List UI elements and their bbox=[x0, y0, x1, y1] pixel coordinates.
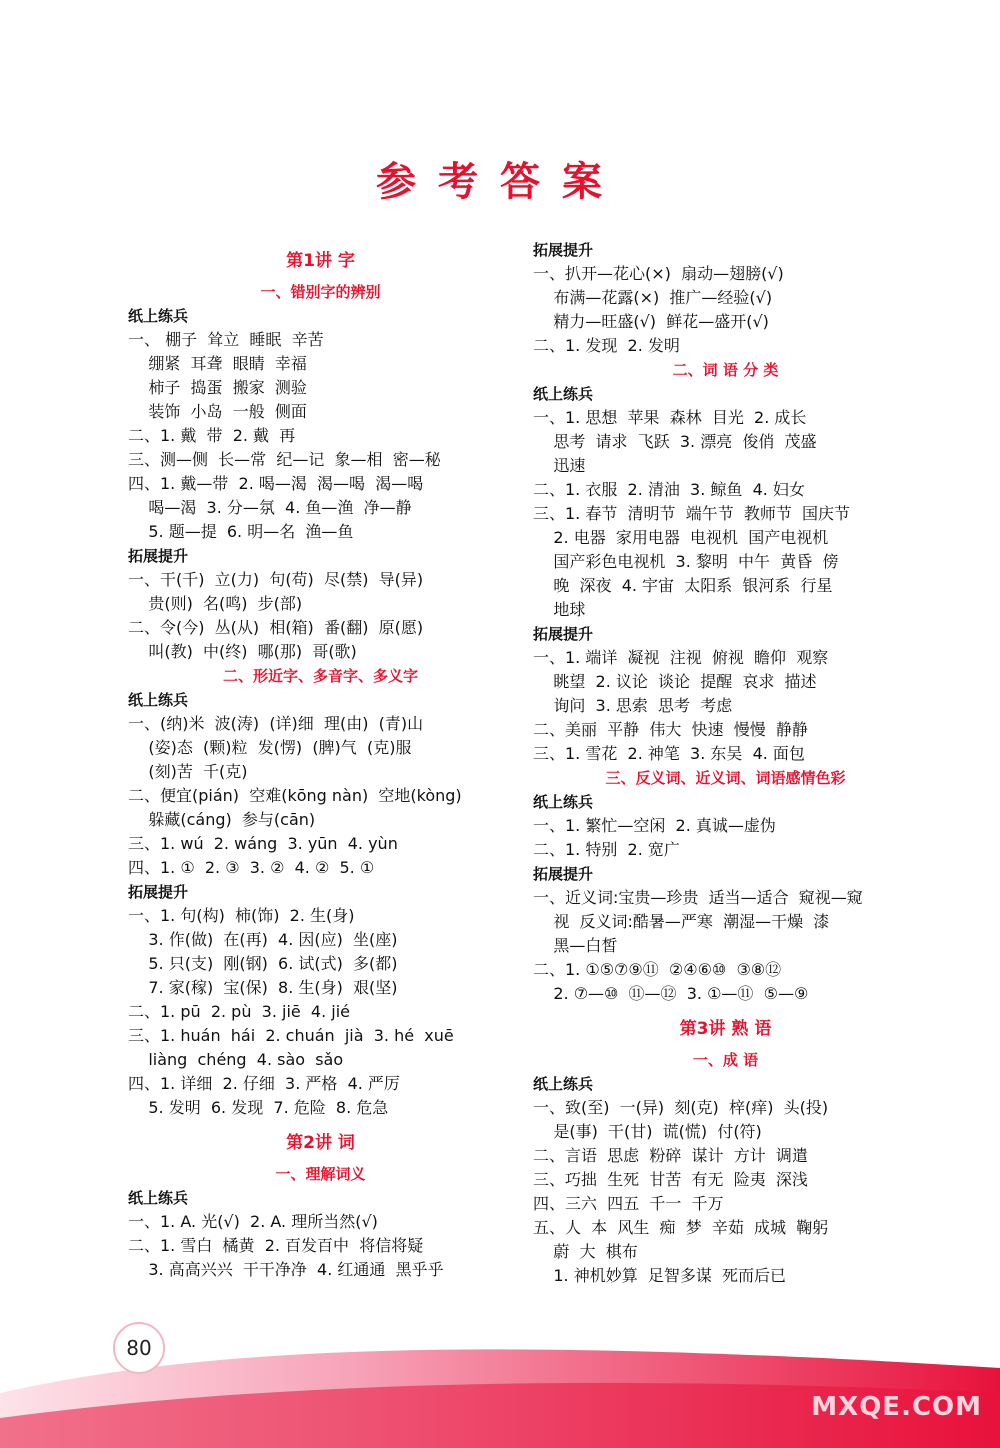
answer-line: 四、三六 四五 千一 千万 bbox=[533, 1194, 724, 1213]
chapter-heading: 第3讲 熟 语 bbox=[679, 1019, 772, 1039]
answer-line: 二、1. pū 2. pù 3. jiē 4. jié bbox=[128, 1002, 350, 1021]
answer-line: 三、1. wú 2. wáng 3. yūn 4. yùn bbox=[128, 834, 398, 853]
subsection-label: 拓展提升 bbox=[128, 883, 189, 901]
subsection-label: 拓展提升 bbox=[533, 865, 594, 883]
answer-line: 地球 bbox=[533, 600, 586, 619]
answer-line: 7. 家(稼) 宝(保) 8. 生(身) 艰(坚) bbox=[128, 978, 398, 997]
section-heading: 一、错别字的辨别 bbox=[260, 283, 381, 301]
answer-line: 思考 请求 飞跃 3. 漂亮 俊俏 茂盛 bbox=[533, 432, 817, 451]
answer-line: 二、美丽 平静 伟大 快速 慢慢 静静 bbox=[533, 720, 808, 739]
answer-line: 迅速 bbox=[533, 456, 586, 475]
answer-line: 绷紧 耳聋 眼睛 幸福 bbox=[128, 354, 307, 373]
answer-line: 一、近义词:宝贵—珍贵 适当—适合 窥视—窥 bbox=[533, 888, 863, 907]
answer-line: liàng chéng 4. sào sǎo bbox=[128, 1050, 344, 1069]
section-heading: 二、形近字、多音字、多义字 bbox=[222, 667, 418, 685]
answer-line: 装饰 小岛 一般 侧面 bbox=[128, 402, 307, 421]
answer-line: 四、1. 戴—带 2. 喝—渴 渴—喝 渴—喝 bbox=[128, 474, 424, 493]
subsection-label: 纸上练兵 bbox=[533, 1075, 594, 1093]
subsection-label: 纸上练兵 bbox=[128, 307, 189, 325]
answer-line: 晚 深夜 4. 宇宙 太阳系 银河系 行星 bbox=[533, 576, 833, 595]
answer-line: 精力—旺盛(√) 鲜花—盛开(√) bbox=[533, 312, 769, 331]
answer-line: 柿子 捣蛋 搬家 测验 bbox=[128, 378, 307, 397]
answer-line: 一、 棚子 耸立 睡眠 辛苦 bbox=[128, 330, 324, 349]
bottom-decoration bbox=[0, 1298, 1000, 1448]
subsection-label: 纸上练兵 bbox=[128, 691, 189, 709]
answer-line: 国产彩色电视机 3. 黎明 中午 黄昏 傍 bbox=[533, 552, 839, 571]
answer-line: 询问 3. 思索 思考 考虑 bbox=[533, 696, 733, 715]
section-heading: 一、成 语 bbox=[692, 1051, 759, 1069]
answer-line: 3. 高高兴兴 干干净净 4. 红通通 黑乎乎 bbox=[128, 1260, 444, 1279]
answer-line: 一、1. 端详 凝视 注视 俯视 瞻仰 观察 bbox=[533, 648, 829, 667]
answer-line: 一、1. A. 光(√) 2. A. 理所当然(√) bbox=[128, 1212, 378, 1231]
answer-line: 一、干(千) 立(力) 句(苟) 尽(禁) 导(异) bbox=[128, 570, 424, 589]
page-number: 80 bbox=[113, 1322, 165, 1374]
chapter-heading: 第2讲 词 bbox=[286, 1133, 355, 1153]
watermark: MXQE.COM bbox=[811, 1392, 982, 1422]
answer-line: 二、言语 思虑 粉碎 谋计 方计 调遣 bbox=[533, 1146, 808, 1165]
subsection-label: 纸上练兵 bbox=[533, 793, 594, 811]
subsection-label: 纸上练兵 bbox=[533, 385, 594, 403]
answer-line: (刻)苦 千(克) bbox=[128, 762, 248, 781]
answer-line: 一、1. 思想 苹果 森林 目光 2. 成长 bbox=[533, 408, 807, 427]
chapter-heading: 第1讲 字 bbox=[286, 251, 355, 271]
answer-line: 三、测—侧 长—常 纪—记 象—相 密—秘 bbox=[128, 450, 441, 469]
answer-line: (姿)态 (颗)粒 发(愣) (脾)气 (克)服 bbox=[128, 738, 412, 757]
answer-line: 二、1. 特别 2. 宽广 bbox=[533, 840, 680, 859]
answer-line: 三、1. huán hái 2. chuán jià 3. hé xuē bbox=[128, 1026, 454, 1045]
answer-line: 布满—花露(×) 推广—经验(√) bbox=[533, 288, 773, 307]
answer-line: 视 反义词:酷暑—严寒 潮湿—干燥 漆 bbox=[533, 912, 830, 931]
answers-left-column bbox=[128, 238, 513, 1282]
answer-line: 二、1. 衣服 2. 清油 3. 鲸鱼 4. 妇女 bbox=[533, 480, 805, 499]
subsection-label: 拓展提升 bbox=[533, 625, 594, 643]
answer-line: 五、人 本 风生 痴 梦 辛茹 成城 鞠躬 bbox=[533, 1218, 829, 1237]
answer-line: 一、扒开—花心(×) 扇动—翅膀(√) bbox=[533, 264, 784, 283]
answer-line: 5. 发明 6. 发现 7. 危险 8. 危急 bbox=[128, 1098, 389, 1117]
subsection-label: 拓展提升 bbox=[128, 547, 189, 565]
answer-line: 躲藏(cáng) 参与(cān) bbox=[128, 810, 316, 829]
answer-line: 二、1. ①⑤⑦⑨⑪ ②④⑥⑩ ③⑧⑫ bbox=[533, 960, 782, 979]
answer-line: 2. ⑦—⑩ ⑪—⑫ 3. ①—⑪ ⑤—⑨ bbox=[533, 984, 809, 1003]
answer-line: 四、1. ① 2. ③ 3. ② 4. ② 5. ① bbox=[128, 858, 375, 877]
answers-right-column bbox=[533, 238, 918, 1288]
answer-line: 5. 题—提 6. 明—名 渔—鱼 bbox=[128, 522, 354, 541]
answer-line: 一、致(至) 一(异) 刻(克) 梓(痒) 头(投) bbox=[533, 1098, 829, 1117]
answer-line: 三、1. 雪花 2. 神笔 3. 东吴 4. 面包 bbox=[533, 744, 805, 763]
answer-line: 黑—白皙 bbox=[533, 936, 618, 955]
answer-line: 二、1. 发现 2. 发明 bbox=[533, 336, 680, 355]
answer-line: 5. 只(支) 刚(钢) 6. 试(式) 多(都) bbox=[128, 954, 398, 973]
answer-line: 四、1. 详细 2. 仔细 3. 严格 4. 严厉 bbox=[128, 1074, 400, 1093]
subsection-label: 纸上练兵 bbox=[128, 1189, 189, 1207]
page-title: 参考答案 bbox=[376, 159, 624, 205]
answer-line: 蔚 大 棋布 bbox=[533, 1242, 638, 1261]
answer-line: 三、1. 春节 清明节 端午节 教师节 国庆节 bbox=[533, 504, 851, 523]
answer-line: 3. 作(做) 在(再) 4. 因(应) 坐(座) bbox=[128, 930, 398, 949]
answer-line: 一、1. 句(构) 柿(饰) 2. 生(身) bbox=[128, 906, 355, 925]
answer-line: 三、巧拙 生死 甘苦 有无 险夷 深浅 bbox=[533, 1170, 808, 1189]
section-heading: 一、理解词义 bbox=[275, 1165, 366, 1183]
subsection-label: 拓展提升 bbox=[533, 241, 594, 259]
answer-line: 二、令(今) 丛(从) 相(箱) 番(翻) 原(愿) bbox=[128, 618, 424, 637]
answer-line: 1. 神机妙算 足智多谋 死而后已 bbox=[533, 1266, 787, 1285]
answer-line: 2. 电器 家用电器 电视机 国产电视机 bbox=[533, 528, 829, 547]
answer-line: 一、1. 繁忙—空闲 2. 真诚—虚伪 bbox=[533, 816, 776, 835]
answer-line: 二、1. 雪白 橘黄 2. 百发百中 将信将疑 bbox=[128, 1236, 424, 1255]
section-heading: 三、反义词、近义词、词语感情色彩 bbox=[605, 769, 846, 787]
answer-line: 眺望 2. 议论 谈论 提醒 哀求 描述 bbox=[533, 672, 817, 691]
answer-line: 是(事) 干(甘) 谎(慌) 付(符) bbox=[533, 1122, 762, 1141]
answer-line: 叫(教) 中(终) 哪(那) 哥(歌) bbox=[128, 642, 357, 661]
section-heading: 二、词 语 分 类 bbox=[672, 361, 779, 379]
answer-line: 喝—渴 3. 分—氛 4. 鱼—渔 净—静 bbox=[128, 498, 412, 517]
answer-line: 一、(纳)米 波(涛) (详)细 理(由) (青)山 bbox=[128, 714, 424, 733]
answer-line: 二、1. 戴 带 2. 戴 再 bbox=[128, 426, 296, 445]
answer-line: 贵(则) 名(鸣) 步(部) bbox=[128, 594, 303, 613]
answer-line: 二、便宜(pián) 空难(kōng nàn) 空地(kòng) bbox=[128, 786, 462, 805]
